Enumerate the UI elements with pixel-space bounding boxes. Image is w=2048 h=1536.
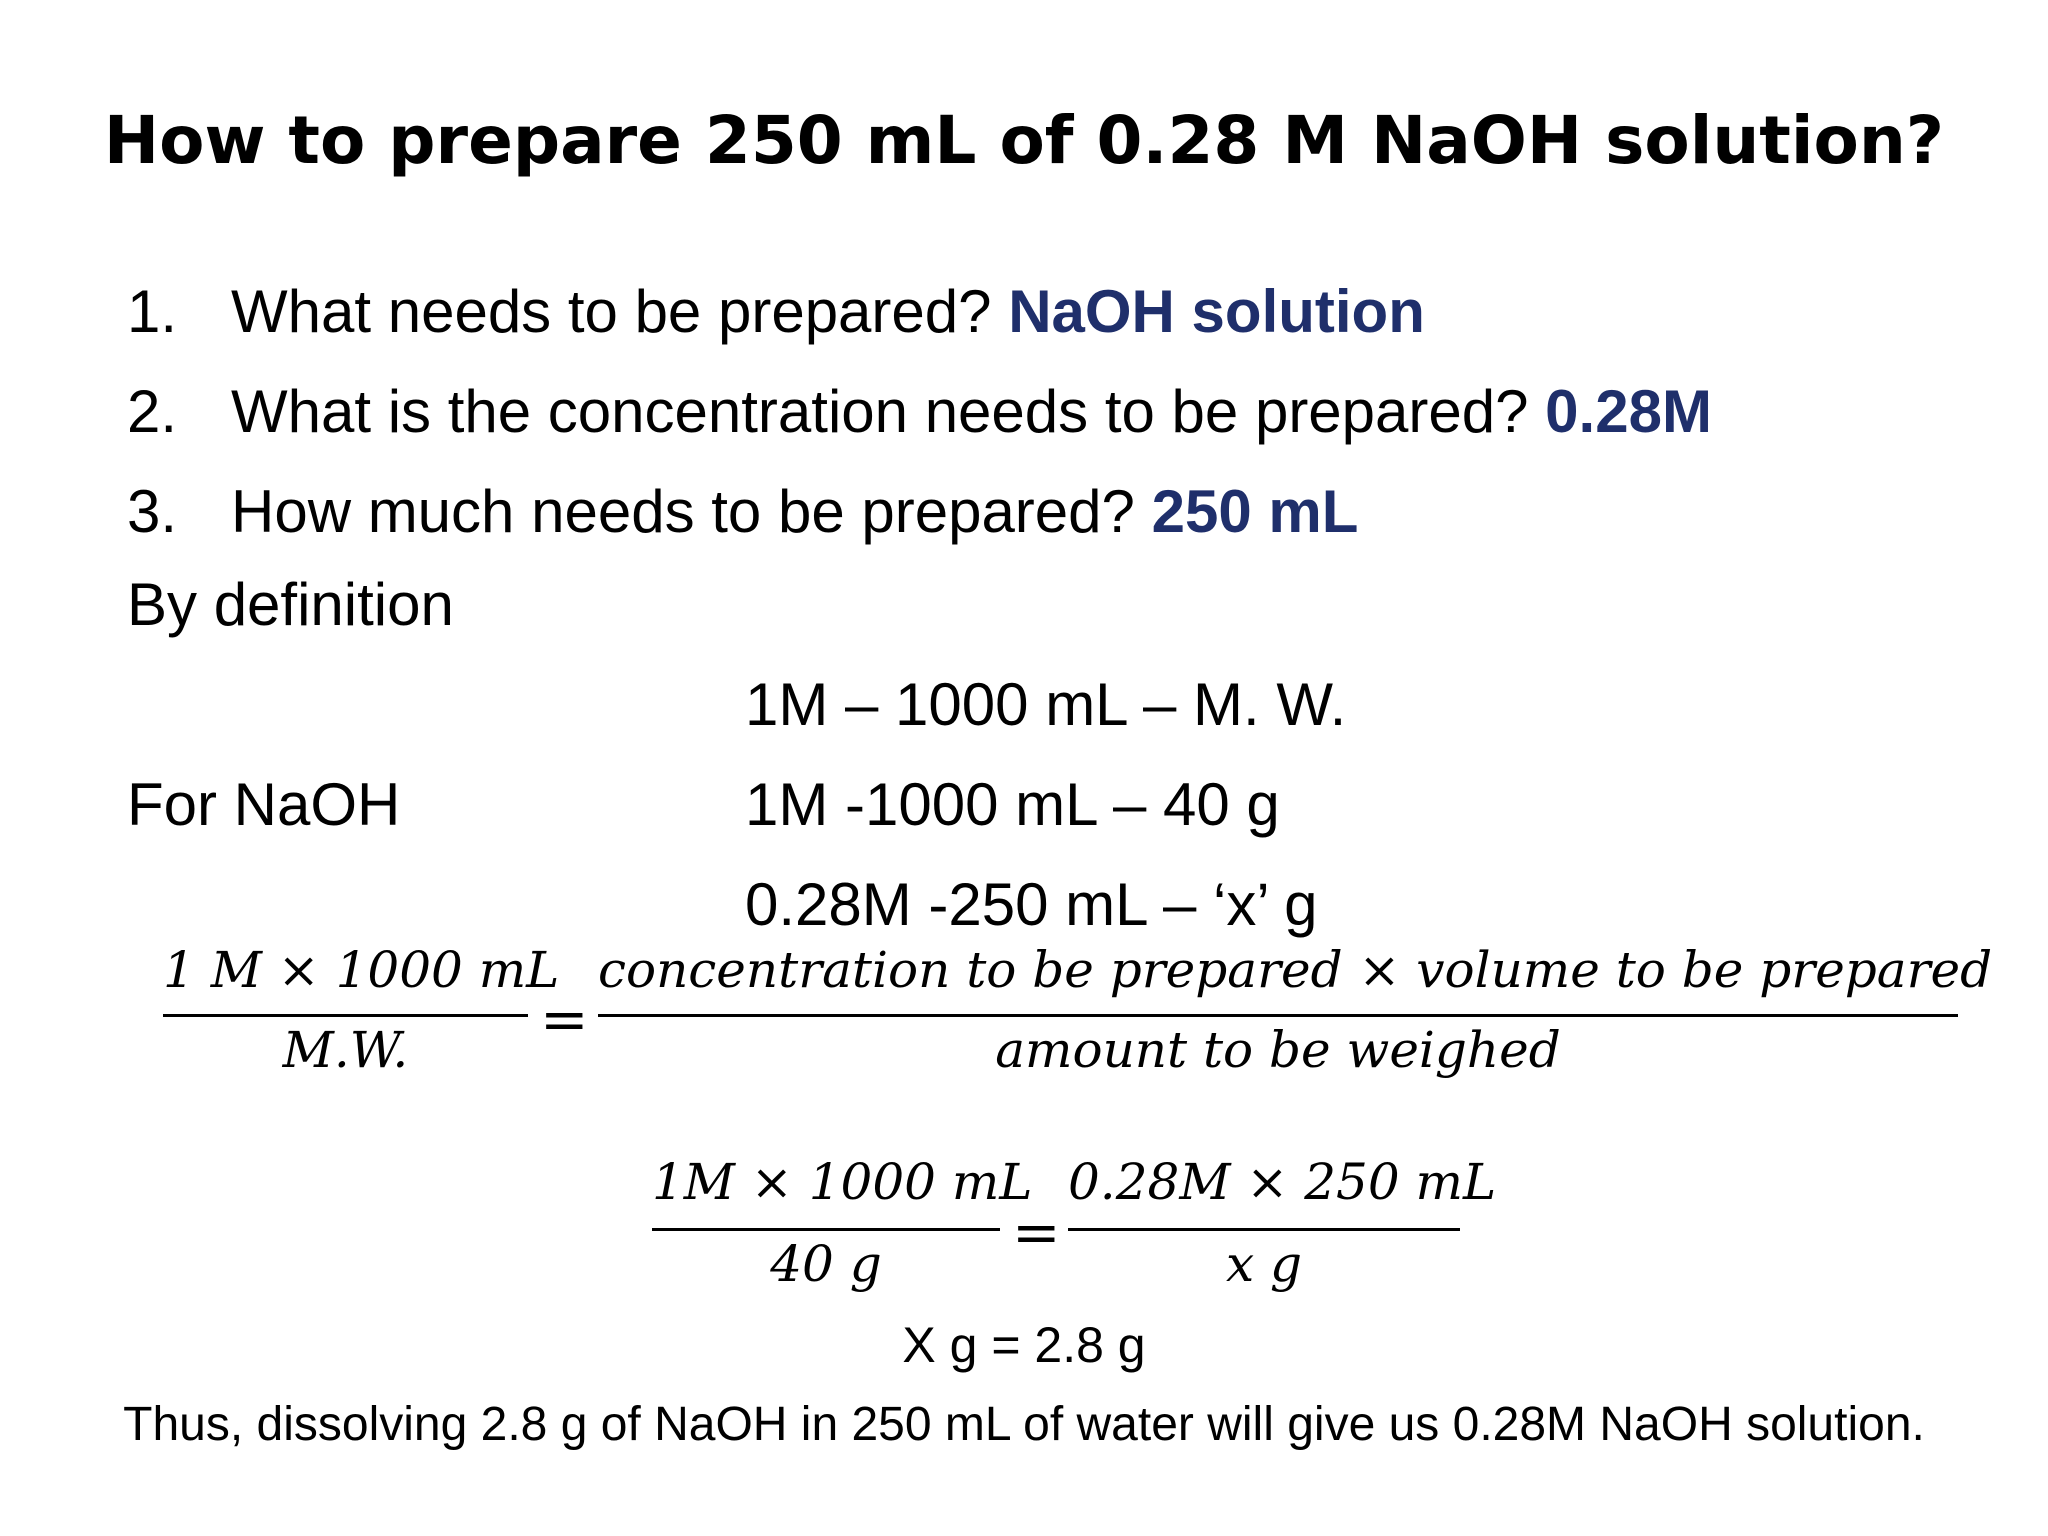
question-text: What is the concentration needs to be prepared?	[231, 378, 1546, 445]
fraction-denominator: x g	[1225, 1235, 1303, 1293]
equals-sign: =	[540, 985, 589, 1053]
fraction-bar	[598, 1014, 1958, 1017]
fraction-bar	[163, 1014, 528, 1017]
equals-sign: =	[1012, 1198, 1061, 1266]
target-line: 0.28M -250 mL – ‘x’ g	[745, 871, 1318, 938]
answer-text: 250 mL	[1151, 478, 1359, 545]
fraction-denominator: amount to be weighed	[995, 1021, 1561, 1079]
question-text: How much needs to be prepared?	[231, 478, 1152, 545]
answer-text: NaOH solution	[1008, 278, 1425, 345]
by-definition-label: By definition	[127, 571, 454, 638]
slide-title: How to prepare 250 mL of 0.28 M NaOH solution?	[103, 102, 1945, 179]
fraction-numerator: concentration to be prepared × volume to be prepared	[598, 941, 1993, 999]
list-number: 2.	[127, 378, 178, 445]
fraction-numerator: 1 M × 1000 mL	[163, 941, 560, 999]
list-number: 1.	[127, 278, 178, 345]
conclusion-text: Thus, dissolving 2.8 g of NaOH in 250 mL of water will give us 0.28M NaOH solution.	[123, 1398, 1925, 1451]
list-text	[231, 462, 1358, 562]
for-naoh-label: For NaOH	[127, 771, 401, 838]
naoh-line: 1M -1000 mL – 40 g	[745, 771, 1280, 838]
fraction-numerator: 0.28M × 250 mL	[1068, 1153, 1497, 1211]
general-right-fraction	[598, 940, 1993, 1080]
general-left-fraction	[163, 940, 560, 1080]
question-text: What needs to be prepared?	[231, 278, 1009, 345]
fraction-denominator: 40 g	[770, 1235, 882, 1293]
definition-line: 1M – 1000 mL – M. W.	[745, 671, 1347, 738]
answer-text: 0.28M	[1545, 378, 1712, 445]
list-text	[231, 262, 1425, 362]
fraction-numerator: 1M × 1000 mL	[652, 1153, 1033, 1211]
fraction-bar	[652, 1228, 1000, 1231]
specific-left-fraction	[652, 1152, 1033, 1293]
fraction-bar	[1068, 1228, 1460, 1231]
fraction-denominator: M.W.	[282, 1021, 409, 1079]
list-text	[231, 362, 1712, 462]
list-number: 3.	[127, 478, 178, 545]
result-line: X g = 2.8 g	[902, 1317, 1146, 1373]
specific-right-fraction	[1068, 1152, 1497, 1293]
